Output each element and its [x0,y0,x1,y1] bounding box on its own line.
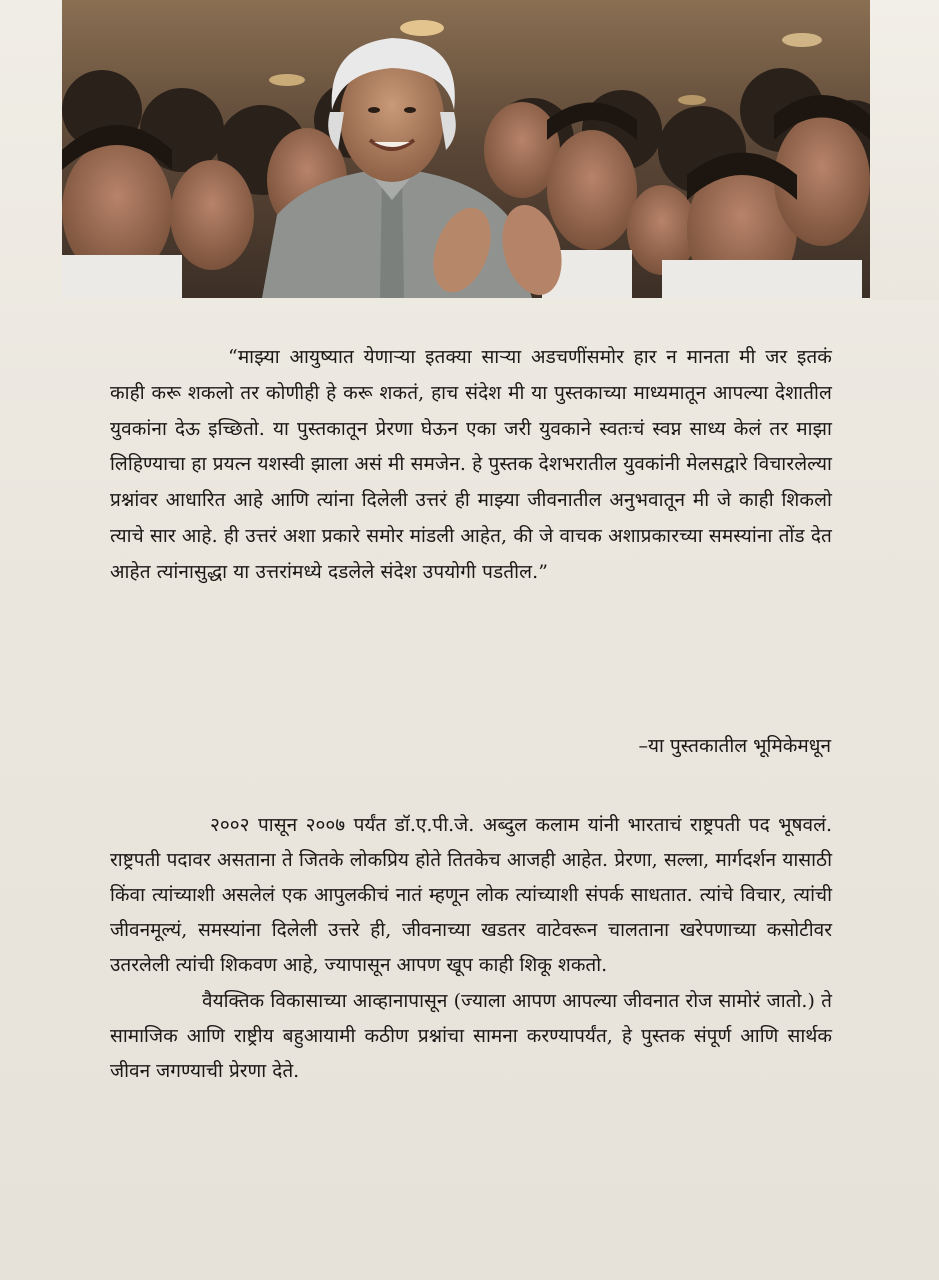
page-edge [870,0,939,300]
bio-paragraph: २००२ पासून २००७ पर्यंत डॉ.ए.पी.जे. अब्दुल कलाम यांनी भारताचं राष्ट्रपती पद भूषवलं. राष्ट्रपती पदावर असताना ते जितके लोकप्रिय होते तितकेच आजही आहेत. प्रेरणा, सल्ला, मार्गदर्शन यासाठी किंवा त्यांच्याशी असलेलं एक आपुलकीचं नातं म्हणून लोक त्यांच्याशी संपर्क साधतात. त्यांचे विचार, त्यांची जीवनमूल्यं, समस्यांना दिलेली उत्तरे ही, जीवनाच्या खडतर वाटेवरून चालताना खरेपणाच्या कसोटीवर उतरलेली त्यांची शिकवण आहे, ज्यापासून आपण खूप काही शिकू शकतो. [110,814,832,976]
quote-text: “माझ्या आयुष्यात येणाऱ्या इतक्या साऱ्या अडचणींसमोर हार न मानता मी जर इतकं काही करू शकलो तर कोणीही हे करू शकतं, हाच संदेश मी या पुस्तकाच्या माध्यमातून आपल्या देशातील युवकांना देऊ इच्छितो. या पुस्तकातून प्रेरणा घेऊन एका जरी युवकाने स्वतःचं स्वप्न साध्य केलं तर माझा लिहिण्याचा हा प्रयत्न यशस्वी झाला असं मी समजेन. हे पुस्तक देशभरातील युवकांनी मेलसद्वारे विचारलेल्या प्रश्नांवर आधारित आहे आणि त्यांना दिलेली उत्तरं ही माझ्या जीवनातील अनुभवातून मी जे काही शिकलो त्याचे सार आहे. ही उत्तरं अशा प्रकारे समोर मांडली आहेत, की जे वाचक अशाप्रकारच्या समस्यांना तोंड देत आहेत त्यांनासुद्धा या उत्तरांमध्ये दडलेले संदेश उपयोगी पडतील.” [110,346,832,583]
preface-quote [110,340,832,591]
photo-illustration [62,0,870,298]
author-bio [110,808,832,1089]
quote-attribution: –या पुस्तकातील भूमिकेमधून [638,735,831,757]
cover-photo [62,0,870,298]
bio-paragraph: वैयक्तिक विकासाच्या आव्हानापासून (ज्याला आपण आपल्या जीवनात रोज सामोरं जातो.) ते सामाजिक आणि राष्ट्रीय बहुआयामी कठीण प्रश्नांचा सामना करण्यापर्यंत, हे पुस्तक संपूर्ण आणि सार्थक जीवन जगण्याची प्रेरणा देते. [110,990,832,1082]
